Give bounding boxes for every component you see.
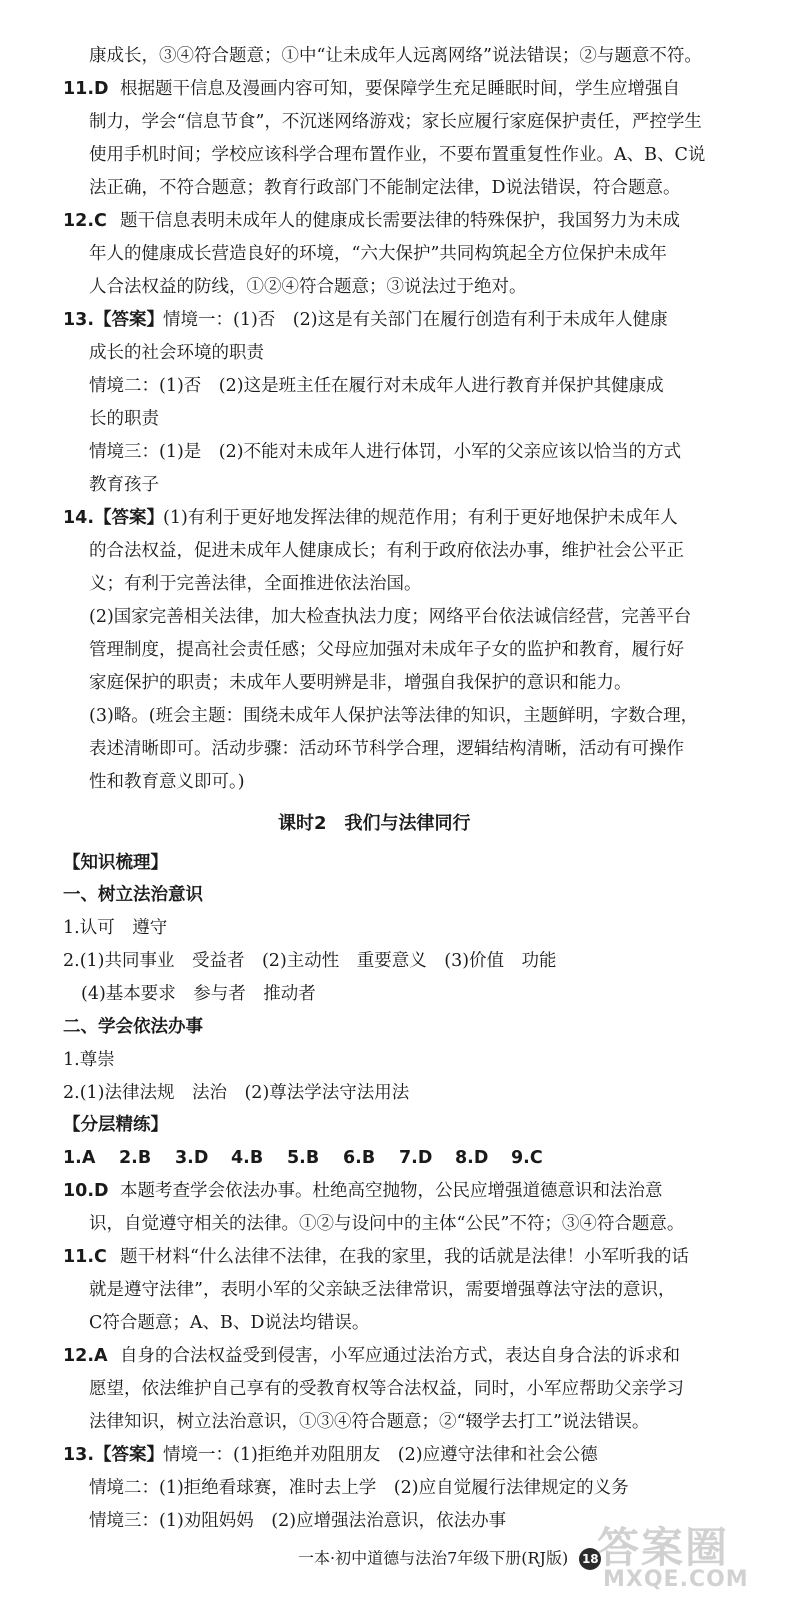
practice-label-13: 13.【答案】 [63, 1445, 165, 1465]
heading-section-1: 一、树立法治意识 [63, 885, 203, 905]
text-line: 成长的社会环境的职责 [89, 343, 264, 363]
heading-practice: 【分层精练】 [63, 1115, 168, 1135]
watermark-text-cn: 答案圈 [597, 1523, 730, 1572]
text-line: 情境三：(1)是 (2)不能对未成年人进行体罚，小军的父亲应该以恰当的方式 [89, 442, 682, 462]
footer-text: 一本·初中道德与法治7年级下册(RJ版) [298, 1548, 569, 1568]
page-footer [298, 1548, 601, 1570]
practice-label-12: 12.A [63, 1346, 108, 1366]
text-line: 性和教育意义即可。) [89, 772, 245, 792]
mc-answer: 2.B [119, 1148, 152, 1168]
text-line: 根据题干信息及漫画内容可知，要保障学生充足睡眠时间，学生应增强自 [120, 79, 680, 99]
text-line: 愿望，依法维护自己享有的受教育权等合法权益，同时，小军应帮助父亲学习 [89, 1379, 684, 1399]
question-label-13: 13.【答案】 [63, 310, 165, 330]
mc-answer: 1.A [63, 1148, 96, 1168]
text-line: 康成长，③④符合题意；①中“让未成年人远离网络”说法错误；②与题意不符。 [89, 46, 702, 66]
text-line: 使用手机时间；学校应该科学合理布置作业，不要布置重复性作业。A、B、C说 [89, 145, 706, 165]
heading-section-2: 二、学会依法办事 [63, 1017, 203, 1037]
heading-knowledge: 【知识梳理】 [63, 853, 168, 873]
watermark-text-en: MXQE.COM [603, 1567, 749, 1592]
mc-answer: 9.C [511, 1148, 543, 1168]
text-line: 表述清晰即可。活动步骤：活动环节科学合理，逻辑结构清晰，活动有可操作 [89, 739, 684, 759]
text-line: 2.(1)共同事业 受益者 (2)主动性 重要意义 (3)价值 功能 [63, 951, 557, 971]
text-line: 长的职责 [89, 409, 159, 429]
text-line: 的合法权益，促进未成年人健康成长；有利于政府依法办事，维护社会公平正 [89, 541, 684, 561]
section-title: 课时2 我们与法律同行 [278, 813, 471, 834]
text-line: 题干信息表明未成年人的健康成长需要法律的特殊保护，我国努力为未成 [120, 211, 680, 231]
text-line: 识，自觉遵守相关的法律。①②与设问中的主体“公民”不符；③④符合题意。 [89, 1214, 685, 1234]
text-line: 题干材料“什么法律不法律，在我的家里，我的话就是法律！小军听我的话 [120, 1247, 689, 1267]
text-line: 情境二：(1)否 (2)这是班主任在履行对未成年人进行教育并保护其健康成 [89, 376, 664, 396]
text-line: (3)略。(班会主题：围绕未成年人保护法等法律的知识，主题鲜明，字数合理， [89, 706, 699, 726]
mc-answer: 5.B [287, 1148, 320, 1168]
text-line: 法律知识，树立法治意识，①③④符合题意；②“辍学去打工”说法错误。 [89, 1412, 650, 1432]
question-label-11: 11.D [63, 79, 109, 99]
text-line: 制力，学会“信息节食”，不沉迷网络游戏；家长应履行家庭保护责任，严控学生 [89, 112, 702, 132]
text-line: (1)有利于更好地发挥法律的规范作用；有利于更好地保护未成年人 [163, 508, 678, 528]
text-line: (2)国家完善相关法律，加大检查执法力度；网络平台依法诚信经营，完善平台 [89, 607, 692, 627]
mc-answer: 7.D [399, 1148, 433, 1168]
text-line: 自身的合法权益受到侵害，小军应通过法治方式，表达自身合法的诉求和 [120, 1346, 680, 1366]
text-line: C符合题意；A、B、D说法均错误。 [89, 1313, 370, 1333]
text-line: 1.尊崇 [63, 1050, 115, 1070]
text-line: (4)基本要求 参与者 推动者 [81, 984, 316, 1004]
question-label-12: 12.C [63, 211, 107, 231]
text-line: 2.(1)法律法规 法治 (2)尊法学法守法用法 [63, 1083, 410, 1103]
text-line: 情境二：(1)拒绝看球赛，准时去上学 (2)应自觉履行法律规定的义务 [89, 1478, 629, 1498]
mc-answer: 3.D [175, 1148, 209, 1168]
text-line: 情境一：(1)拒绝并劝阻朋友 (2)应遵守法律和社会公德 [163, 1445, 598, 1465]
mc-answer: 6.B [343, 1148, 376, 1168]
mc-answer: 8.D [455, 1148, 489, 1168]
text-line: 情境三：(1)劝阻妈妈 (2)应增强法治意识，依法办事 [89, 1511, 507, 1531]
text-line: 教育孩子 [89, 475, 159, 495]
text-line: 1.认可 遵守 [63, 918, 168, 938]
mc-answer: 4.B [231, 1148, 264, 1168]
practice-label-10: 10.D [63, 1181, 109, 1201]
text-line: 本题考查学会依法办事。杜绝高空抛物，公民应增强道德意识和法治意 [120, 1181, 663, 1201]
page-number-badge: 18 [579, 1548, 601, 1570]
text-line: 情境一：(1)否 (2)这是有关部门在履行创造有利于未成年人健康 [163, 310, 668, 330]
question-label-14: 14.【答案】 [63, 508, 165, 528]
practice-label-11: 11.C [63, 1247, 107, 1267]
text-line: 法正确，不符合题意；教育行政部门不能制定法律，D说法错误，符合题意。 [89, 178, 681, 198]
text-line: 管理制度，提高社会责任感；父母应加强对未成年子女的监护和教育，履行好 [89, 640, 684, 660]
watermark-logo [597, 1515, 782, 1593]
text-line: 年人的健康成长营造良好的环境，“六大保护”共同构筑起全方位保护未成年 [89, 244, 667, 264]
text-line: 义；有利于完善法律，全面推进依法治国。 [89, 574, 422, 594]
text-line: 家庭保护的职责；未成年人要明辨是非，增强自我保护的意识和能力。 [89, 673, 632, 693]
text-line: 就是遵守法律”，表明小军的父亲缺乏法律常识，需要增强尊法守法的意识， [89, 1280, 676, 1300]
text-line: 人合法权益的防线，①②④符合题意；③说法过于绝对。 [89, 277, 527, 297]
